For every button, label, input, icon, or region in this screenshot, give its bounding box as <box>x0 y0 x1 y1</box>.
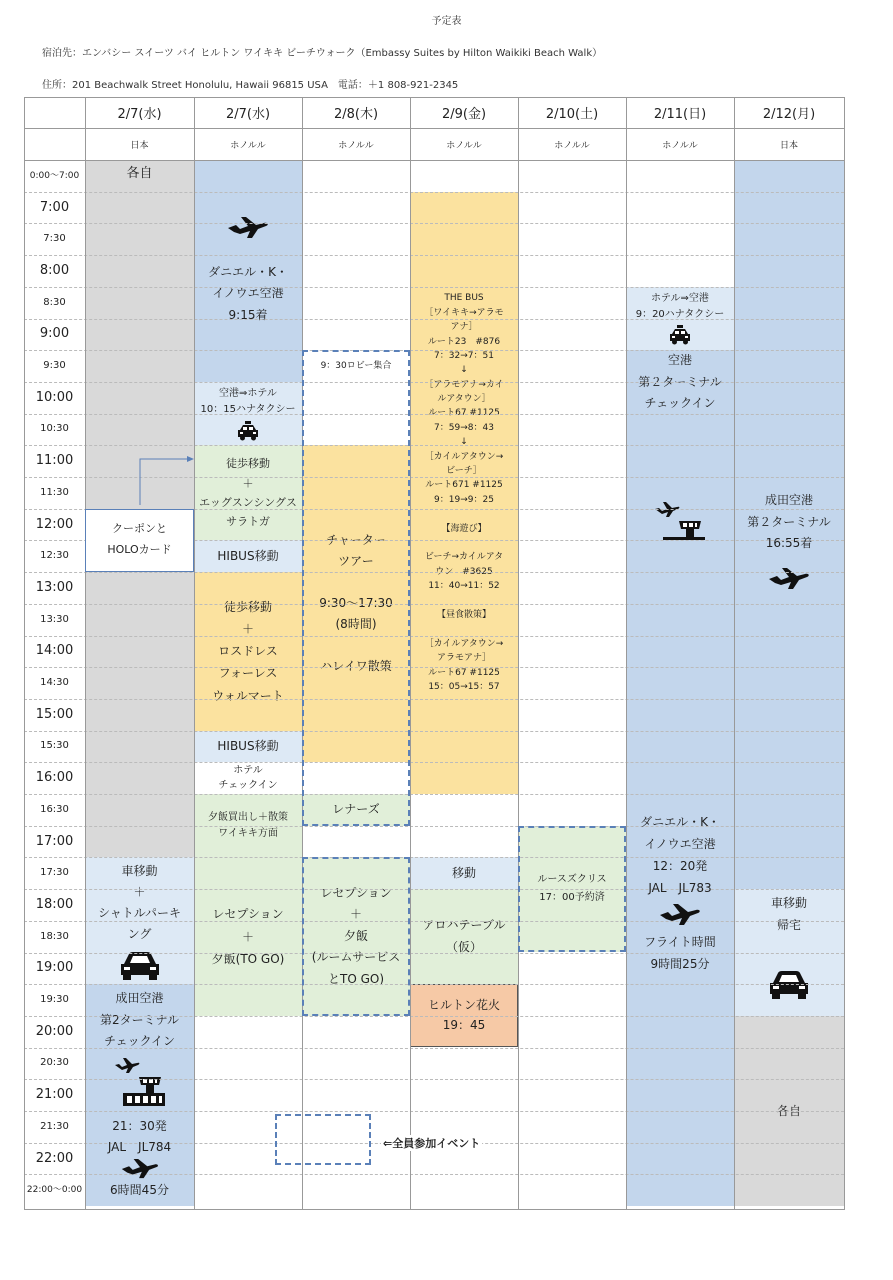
arrow-icon <box>135 447 195 507</box>
arrival-block-line: イノウエ空港 <box>212 286 284 301</box>
narita-arrival-block-line: 成田空港 <box>764 493 813 507</box>
reception-block-2-line: ＋ <box>349 907 362 922</box>
charter-tour-block-line: (8時間) <box>335 617 377 632</box>
narita-arrival-block-line: 第２ターミナル <box>747 514 831 529</box>
reception-block-2-line: とTO GO) <box>327 972 385 987</box>
the-bus-block-line: 【海遊び】 <box>441 523 487 534</box>
location-header: ホノルル <box>446 141 482 151</box>
time-label: 18:30 <box>40 930 69 942</box>
time-label: 15:30 <box>40 740 69 752</box>
time-label: 22:00 <box>35 1150 74 1166</box>
the-bus-block-line: ルート67 #1125 <box>428 667 500 678</box>
walk-eggs-block-line: エッグスンシングス <box>199 495 297 509</box>
narita-arrival-block-line: 16:55着 <box>765 536 813 551</box>
event-frame-charter <box>302 350 410 826</box>
the-bus-block-line: 9：19→9：25 <box>434 494 494 505</box>
document-title: 予定表 <box>431 16 462 27</box>
the-bus-block-line: 7：32→7：51 <box>434 350 494 361</box>
time-label: 7:00 <box>39 199 70 215</box>
the-bus-block-line: ルート67 #1125 <box>428 408 500 419</box>
walk-shopping-block-line: ウォルマート <box>212 688 284 703</box>
time-label: 7:30 <box>43 233 66 245</box>
free-time-block-2-line: 各自 <box>776 1103 801 1118</box>
car-move-block-line: シャトルパーキ <box>98 905 181 920</box>
departure-checkin-block-line: 第２ターミナル <box>638 374 722 389</box>
date-header: 2/7(水) <box>225 107 271 122</box>
departure-line: イノウエ空港 <box>644 836 716 851</box>
taxi-to-hotel-block-line: 空港⇒ホテル <box>219 388 277 400</box>
car-move-block-line: ＋ <box>133 884 146 899</box>
time-label: 11:30 <box>40 486 69 498</box>
walk-shopping-block-line: ロスドレス <box>218 644 278 659</box>
ruths-chris-block-line: ルースズクリス <box>537 874 607 886</box>
hibus1-block-line: HIBUS移動 <box>217 548 279 563</box>
coupon-line: クーポンと <box>112 522 167 536</box>
the-bus-block-line: ［カイルアタウン→ <box>424 638 504 649</box>
walk-shopping-block-line: 徒歩移動 <box>223 599 272 614</box>
coupon-line: HOLOカード <box>107 543 172 557</box>
time-label: 8:00 <box>39 262 70 278</box>
departure-line: 12：20発 <box>652 858 708 873</box>
airplane-icon <box>120 1158 160 1180</box>
dinner-shopping-block-line: ワイキキ方面 <box>218 827 278 839</box>
move-block-line: 移動 <box>451 865 476 880</box>
the-bus-block-line: ルート23 #876 <box>427 336 501 347</box>
charter-tour-block-line: チャーター <box>326 533 386 548</box>
car-home-block-line: 帰宅 <box>776 917 801 932</box>
date-header: 2/8(木) <box>333 107 379 122</box>
time-label: 17:00 <box>35 833 74 849</box>
dinner-shopping-block-line: 夕飯買出し＋散策 <box>208 811 288 823</box>
the-bus-block-line: アラモアナ］ <box>436 653 491 664</box>
location-header: ホノルル <box>230 141 266 151</box>
airplane-icon <box>658 903 702 927</box>
time-label: 21:30 <box>40 1120 69 1132</box>
time-label: 19:00 <box>35 960 74 976</box>
time-label: 10:30 <box>40 423 69 435</box>
legend-frame <box>275 1114 371 1165</box>
walk-eggs-block-line: 徒歩移動 <box>226 457 270 471</box>
the-bus-block-line: ↓ <box>460 437 468 448</box>
the-bus-block-line: ルアタウン］ <box>437 394 491 405</box>
taxi-to-airport-block-line: ホテル⇒空港 <box>651 293 709 305</box>
hibus2-block-line: HIBUS移動 <box>217 738 279 753</box>
time-label: 12:30 <box>40 550 69 562</box>
flight-duration-line: 6時間45分 <box>110 1183 169 1198</box>
free-time-block-line: 各自 <box>126 166 153 181</box>
lobby-meet: 9：30ロビー集合 <box>320 360 392 371</box>
time-label: 11:00 <box>35 453 74 469</box>
time-label: 0:00〜7:00 <box>29 170 80 181</box>
departure-flight-text <box>626 798 734 988</box>
narita-checkin-block-line: 第2ターミナル <box>99 1012 180 1027</box>
time-label: 16:30 <box>40 803 69 815</box>
reception-block-2-line: 夕飯 <box>343 928 368 943</box>
aloha-table-block-line: アロハテーブル <box>422 918 506 933</box>
hotel-checkin-block-line: ホテル <box>233 765 263 777</box>
the-bus-block-line: ［ワイキキ→アラモ <box>424 307 504 318</box>
departure-checkin-block-line: チェックイン <box>644 396 716 411</box>
address-info: 住所：201 Beachwalk Street Honolulu, Hawaii 96815 USA 電話：＋1 808-921-2345 <box>42 80 459 91</box>
fireworks-block-line: ヒルトン花火 <box>427 997 500 1012</box>
time-label: 9:30 <box>43 360 66 372</box>
grid-frame <box>24 97 845 1210</box>
walk-eggs-block-line: サラトガ <box>226 515 270 529</box>
event-frame-reception <box>302 857 410 1016</box>
arrival-block-line: ダニエル・K・ <box>208 264 288 279</box>
legend-label: ⇐全員参加イベント <box>383 1136 481 1150</box>
car-home-block-line: 車移動 <box>770 896 807 911</box>
the-bus-block-line: 15：05→15：57 <box>428 681 500 692</box>
date-header: 2/7(水) <box>117 107 162 122</box>
reception-block-2-line: (ルームサービス <box>311 950 401 965</box>
flight-number-line: JAL JL784 <box>107 1140 172 1155</box>
ruths-chris-block-line: 17：00予約済 <box>539 892 605 904</box>
charter-tour-block-line: ツアー <box>338 554 374 569</box>
walk-shopping-block-line: ＋ <box>241 622 254 637</box>
time-label: 14:00 <box>35 643 74 659</box>
location-header: ホノルル <box>662 141 698 151</box>
departure-line: ダニエル・K・ <box>640 814 720 829</box>
reception-block-1-line: ＋ <box>241 929 254 944</box>
walk-shopping-block-line: フォーレス <box>218 666 278 681</box>
hotel-checkin-block-line: チェックイン <box>218 780 278 792</box>
time-label: 18:00 <box>35 896 74 912</box>
flight-time-line: 9時間25分 <box>650 957 710 972</box>
car-move-block-line: ング <box>127 926 152 941</box>
narita-checkin-block-line: 成田空港 <box>115 991 164 1006</box>
reception-block-1-line: 夕飯(TO GO) <box>211 951 285 966</box>
date-header: 2/9(金) <box>441 107 487 122</box>
location-header: ホノルル <box>554 141 590 151</box>
the-bus-block-line: 7：59→8：43 <box>434 422 494 433</box>
date-header: 2/11(日) <box>653 107 707 122</box>
departure-checkin-block-line: 空港 <box>667 353 692 368</box>
location-header: 日本 <box>779 141 798 151</box>
fireworks-block-line: 19：45 <box>442 1018 486 1033</box>
time-label: 20:00 <box>35 1023 74 1039</box>
the-bus-block-line: ウン #3625 <box>435 566 493 577</box>
time-label: 14:30 <box>40 677 69 689</box>
date-header: 2/10(土) <box>545 107 599 122</box>
taxi-to-airport-block-line: 9：20ハナタクシー <box>635 309 725 321</box>
coupon-box <box>85 509 194 572</box>
time-label: 22:00〜0:00 <box>26 1185 83 1196</box>
schedule-grid <box>24 97 844 1209</box>
car-move-block-line: 車移動 <box>121 863 158 878</box>
time-label: 10:00 <box>35 389 74 405</box>
date-header: 2/12(月) <box>762 107 816 122</box>
the-bus-block-line: ［アラモアナ→カイ <box>424 379 504 390</box>
hotel-info: 宿泊先：エンバシー スイーツ バイ ヒルトン ワイキキ ビーチウォーク（Embassy Suites by Hilton Waikiki Beach Walk） <box>42 48 603 59</box>
leonards-block-line: レナーズ <box>332 802 380 817</box>
time-label: 13:00 <box>35 579 74 595</box>
time-label: 13:30 <box>40 613 69 625</box>
the-bus-block-line: ビーチ→カイルアタ <box>424 552 504 563</box>
time-label: 12:00 <box>35 516 74 532</box>
walk-eggs-block-line: ＋ <box>242 476 254 490</box>
taxi-to-hotel-block-line: 10：15ハナタクシー <box>200 404 296 416</box>
the-bus-block-line: ［カイルアタウン→ <box>424 451 504 462</box>
the-bus-block-line: 【昼食散策】 <box>436 609 491 620</box>
the-bus-block-line: ルート671 #1125 <box>425 480 503 491</box>
time-label: 15:00 <box>35 706 74 722</box>
aloha-table-block-line: （仮） <box>445 939 482 954</box>
time-label: 16:00 <box>35 770 74 786</box>
flight-time-line: フライト時間 <box>644 935 716 950</box>
arrival-block-line: 9:15着 <box>228 307 268 322</box>
flight-time-line: 21：30発 <box>112 1119 167 1134</box>
reception-block-1-line: レセプション <box>212 907 284 922</box>
outbound-flight-text <box>85 1113 194 1204</box>
time-label: 20:30 <box>40 1057 69 1069</box>
location-header: ホノルル <box>338 141 374 151</box>
the-bus-block-line: ↓ <box>460 365 468 376</box>
time-label: 21:00 <box>35 1087 74 1103</box>
time-label: 17:30 <box>40 867 69 879</box>
the-bus-block-line: 11：40→11：52 <box>428 581 500 592</box>
the-bus-block-line: THE BUS <box>444 293 484 304</box>
charter-tour-block-line: ハレイワ散策 <box>320 659 392 674</box>
departure-line: JAL JL783 <box>648 881 712 896</box>
the-bus-block-line: アナ］ <box>450 322 478 333</box>
event-frame-cruise <box>518 826 626 953</box>
the-bus-block-line: ビーチ］ <box>446 466 482 477</box>
time-label: 9:00 <box>39 326 70 342</box>
time-label: 19:30 <box>40 994 69 1006</box>
time-label: 8:30 <box>43 296 66 308</box>
narita-checkin-block-line: チェックイン <box>103 1034 176 1049</box>
charter-tour-block-line: 9:30〜17:30 <box>319 596 393 611</box>
reception-block-2-line: レセプション <box>320 885 392 900</box>
location-header: 日本 <box>130 141 149 151</box>
